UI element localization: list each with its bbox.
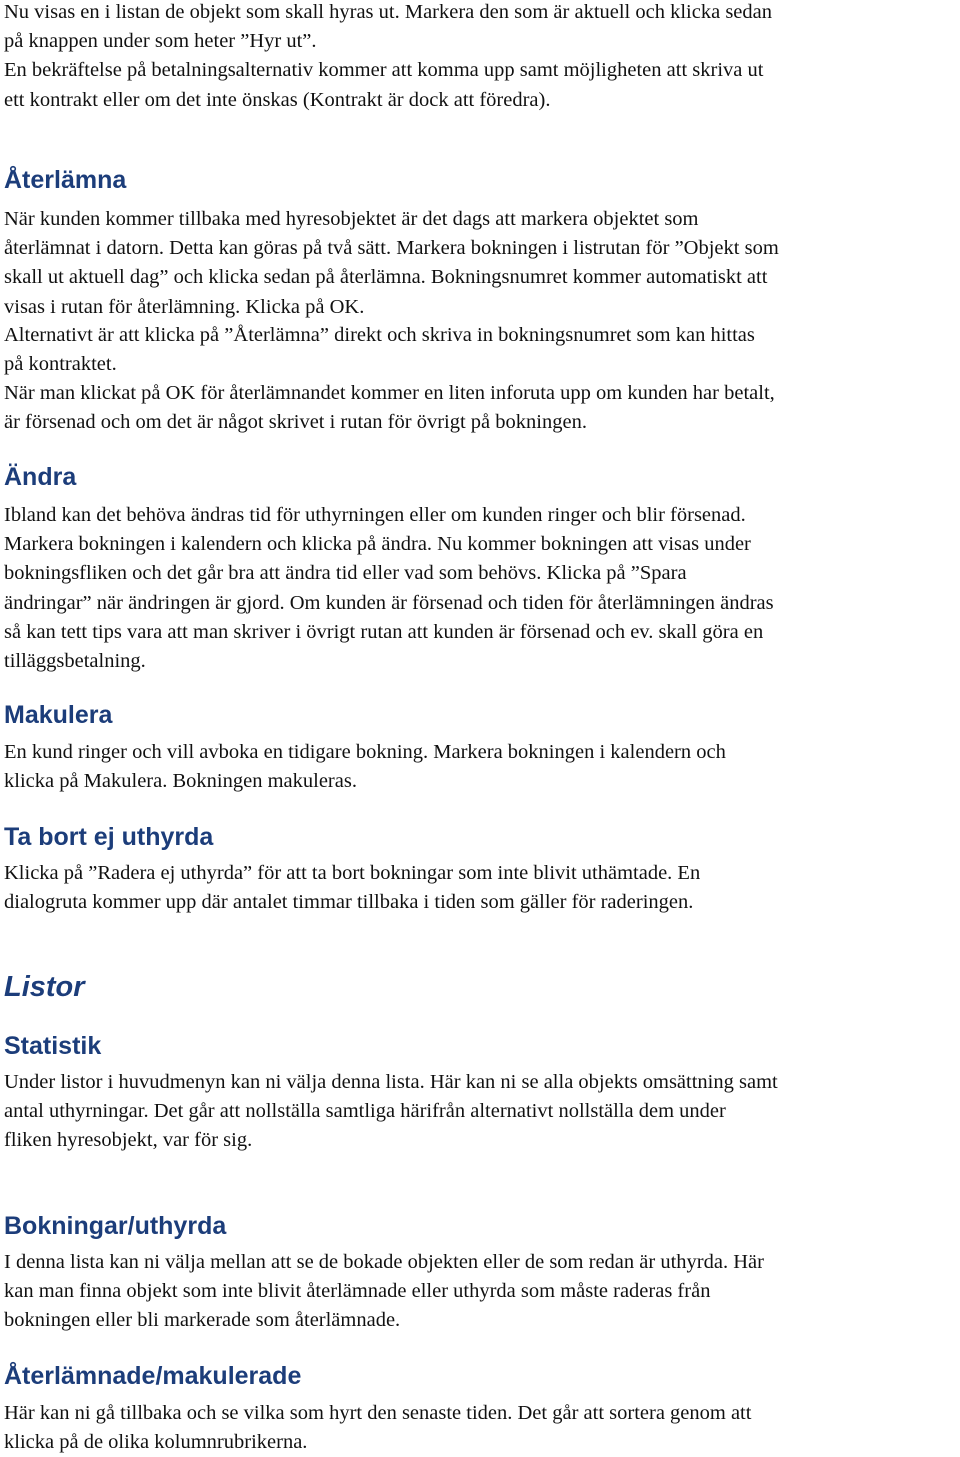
tabort-paragraph: Klicka på ”Radera ej uthyrda” för att ta bort bokningar som inte blivit uthämtade. En dialogruta kommer upp där antalet timmar tillbaka i tiden som gäller för raderingen. <box>4 862 701 914</box>
heading-aterlamna: Återlämna <box>4 166 127 194</box>
heading-ta-bort-ej-uthyrda: Ta bort ej uthyrda <box>4 823 214 851</box>
statistik-paragraph: Under listor i huvudmenyn kan ni välja denna lista. Här kan ni se alla objekts omsättning samt antal uthyrningar. Det går att nollställa samtliga härifrån alternativt nollställa dem under fliken hyresobjekt, var för sig. <box>4 1071 778 1152</box>
heading-aterlamnade-makulerade: Återlämnade/makulerade <box>4 1362 302 1390</box>
aterlamna-paragraph-3: När man klickat på OK för återlämnandet kommer en liten inforuta upp om kunden har betalt, är försenad och om det är något skrivet i rutan för övrigt på bokningen. <box>4 382 775 434</box>
heading-listor: Listor <box>4 971 85 1003</box>
heading-statistik: Statistik <box>4 1032 102 1060</box>
heading-bokningar-uthyrda: Bokningar/uthyrda <box>4 1212 227 1240</box>
aterlamnade-paragraph: Här kan ni gå tillbaka och se vilka som hyrt den senaste tiden. Det går att sortera genom att klicka på de olika kolumnrubrikerna. <box>4 1402 752 1454</box>
bokningar-paragraph: I denna lista kan ni välja mellan att se de bokade objekten eller de som redan är uthyrda. Här kan man finna objekt som inte blivit återlämnade eller uthyrda som måste raderas från bokningen eller bli markerade som återlämnade. <box>4 1251 764 1332</box>
makulera-paragraph: En kund ringer och vill avboka en tidigare bokning. Markera bokningen i kalendern och klicka på Makulera. Bokningen makuleras. <box>4 741 726 793</box>
heading-makulera: Makulera <box>4 701 113 729</box>
aterlamna-paragraph-2: Alternativt är att klicka på ”Återlämna” direkt och skriva in bokningsnumret som kan hittas på kontraktet. <box>4 324 755 376</box>
intro-paragraph: Nu visas en i listan de objekt som skall hyras ut. Markera den som är aktuell och klicka sedan på knappen under som heter ”Hyr ut”. En bekräftelse på betalningsalternativ kommer att komma upp samt möjligheten att skriva ut ett kontrakt eller om det inte önskas (Kontrakt är dock att föredra). <box>4 1 772 111</box>
aterlamna-paragraph-1: När kunden kommer tillbaka med hyresobjektet är det dags att markera objektet som återlämnat i datorn. Detta kan göras på två sätt. Markera bokningen i listrutan för ”Objekt som skall ut aktuell dag” och klicka sedan på återlämna. Bokningsnumret kommer automatiskt att visas i rutan för återlämning. Klicka på OK. <box>4 208 779 318</box>
heading-andra: Ändra <box>4 463 77 491</box>
andra-paragraph: Ibland kan det behöva ändras tid för uthyrningen eller om kunden ringer och blir försenad. Markera bokningen i kalendern och klicka på ändra. Nu kommer bokningen att visas under bokningsfliken och det går bra att ändra tid eller vad som behövs. Klicka på ”Spara ändringar” när ändringen är gjord. Om kunden är försenad och tiden för återlämningen ändras så kan tett tips vara att man skriver i övrigt rutan att kunden är försenad och ev. skall göra en tilläggsbetalning. <box>4 504 774 673</box>
